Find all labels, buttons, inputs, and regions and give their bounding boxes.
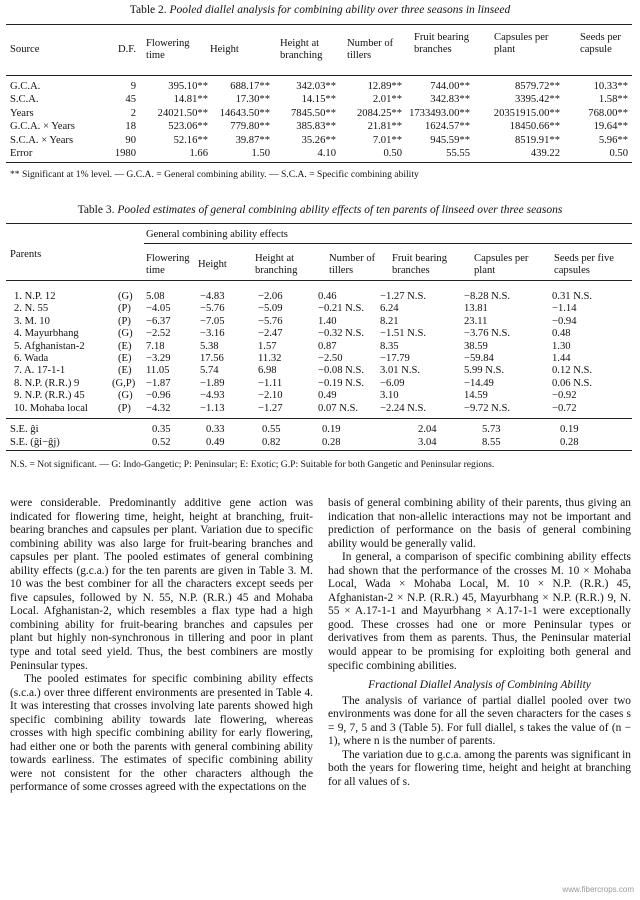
- table3-caption: [0, 204, 640, 216]
- t3-cell: −4.83: [200, 291, 225, 302]
- section-heading: Fractional Diallel Analysis of Combining Ability: [368, 679, 591, 692]
- t3-parent-name: 4. Mayurbhang: [14, 328, 79, 340]
- t2-head-capsules: Capsules per plant: [494, 32, 549, 55]
- t3-cell: −1.11: [258, 377, 283, 389]
- t2-cell: 7845.50**: [290, 107, 336, 119]
- t3-cell: 0.07 N.S.: [318, 402, 359, 414]
- t2-cell: 945.59**: [430, 134, 470, 146]
- t2-row-label: S.C.A.: [10, 94, 39, 106]
- t3-cell: 0.46: [318, 291, 337, 302]
- t3-parent-name: 8. N.P. (R.R.) 9: [14, 377, 80, 389]
- t2-cell: 2.01**: [372, 94, 402, 106]
- t2-cell: 45: [125, 94, 136, 106]
- t2-cell: 1624.57**: [424, 121, 470, 133]
- t2-cell: 21.81**: [367, 121, 402, 133]
- table3-group-header: General combining ability effects: [146, 229, 288, 240]
- t3-cell: 38.59: [464, 340, 488, 352]
- t2-cell: 90: [125, 134, 136, 146]
- t2-head-tillers: Number of tillers: [347, 38, 394, 61]
- t3-cell: 3.01 N.S.: [380, 365, 421, 377]
- t3-cell: −0.96: [146, 390, 171, 402]
- t3-cell: −0.72: [552, 402, 577, 414]
- t3-cell: −6.37: [146, 315, 171, 327]
- t3-cell: −59.84: [464, 353, 494, 364]
- t3-se-cell: 8.55: [482, 436, 501, 448]
- table2-top-rule: [6, 24, 632, 25]
- right-paragraph-3: The analysis of variance of partial diallel pooled over two environments was done for all the seven characters for the cases s = 9, 7, 5 and 3 (Table 5). For full diallel, s takes the value of (n − 1), where n is the number of parents.: [328, 694, 631, 748]
- t2-cell: 39.87**: [235, 134, 270, 146]
- t3-cell: 0.87: [318, 340, 337, 352]
- table2-bottom-rule: [6, 162, 632, 163]
- t3-cell: 23.11: [464, 315, 488, 327]
- t3-parent-name: 3. M. 10: [14, 315, 50, 327]
- t3-cell: 8.21: [380, 315, 399, 327]
- t2-cell: 0.50: [383, 148, 402, 159]
- t3-se-cell: 0.82: [262, 436, 281, 448]
- t2-cell: 35.26**: [301, 134, 336, 146]
- table2-header-rule: [6, 75, 632, 76]
- t3-se-cell: 0.35: [152, 424, 171, 435]
- t3-parent-name: 5. Afghanistan-2: [14, 340, 85, 352]
- t2-cell: 744.00**: [430, 81, 470, 92]
- t3-cell: 5.99 N.S.: [464, 365, 505, 377]
- right-paragraph-4: The variation due to g.c.a. among the parents was significant in both the years for flowering time, height and height at branching for all values of s.: [328, 748, 631, 788]
- t3-head-height: Height: [198, 259, 227, 270]
- t3-cell: 5.08: [146, 291, 165, 302]
- t3-cell: −2.06: [258, 291, 283, 302]
- t3-parent-origin: (G): [118, 390, 133, 402]
- watermark: www.fibercrops.com: [562, 885, 634, 894]
- t2-cell: 52.16**: [173, 134, 208, 146]
- t2-cell: 7.01**: [372, 134, 402, 146]
- t3-cell: 8.35: [380, 340, 399, 352]
- t3-cell: 0.06 N.S.: [552, 377, 593, 389]
- t3-cell: 5.74: [200, 365, 219, 377]
- t3-parent-name: 2. N. 55: [14, 303, 49, 315]
- right-paragraph-2: In general, a comparison of specific combining ability effects had shown that the performance of the crosses M. 10 × Mohaba Local, Wada × Mohaba Local, M. 10 × N.P. (R.R.) 45, Afghanistan-2 × N.P. (R.R.) 45, Mayurbhang × N.P. (R.R.) 9, N. 55 × A.17-1-1 and Mayurbhang × A.17-1-1 were exceptionally good. These crosses had one or more Peninsular types or derivatives from them as parents. Thus, the Peninsular material would appear to be promising for exploiting both general and specific combining abilities.: [328, 551, 631, 672]
- body-right-column: [328, 497, 631, 789]
- t2-cell: 4.10: [317, 148, 336, 159]
- t3-se-cell: 0.19: [560, 424, 579, 435]
- t2-cell: 5.96**: [598, 134, 628, 146]
- t3-cell: −5.76: [258, 315, 283, 327]
- t3-cell: 0.12 N.S.: [552, 365, 593, 377]
- left-paragraph-2: The pooled estimates for specific combining ability effects (s.c.a.) over three different environments are presented in Table 4. It was interesting that crosses involving late parents showed high specific combining ability towards late flowering, whereas crosses with high specific combining ability for early flowering, had either one or both the parents with general combining ability towards earliness. The estimates of specific combining ability were not consistent for the other characters although the performance of some crosses agreed with the expectations on the: [10, 673, 313, 794]
- t2-head-seeds: Seeds per capsule: [580, 32, 621, 55]
- t2-cell: 55.55: [446, 148, 470, 159]
- t2-row-label: Error: [10, 148, 33, 159]
- left-paragraph-1: were considerable. Predominantly additive gene action was indicated for flowering time, height, height at branching, fruit-bearing branches and capsules per plant. Variation due to specific combining ability was also large for fruit-bearing branches and capsules per plant. The pooled estimates of general combining ability effects (g.c.a.) for the ten parents are given in Table 3. M. 10 was the best combiner for all the characters except seeds per five capsules, followed by N. 55, N.P. (R.R.) 45 and Mohaba Local. Afghanistan-2, which resembles a flax type had a high combining ability for fruit-bearing branches and capsules per plant but highly non-synchronous in tillering and poor in plant type and total seed yield. Thus, the best combiners are mostly Peninsular types.: [10, 497, 313, 672]
- t3-cell: 1.57: [258, 340, 277, 352]
- t3-se-cell: 0.33: [206, 424, 225, 435]
- t3-cell: 5.38: [200, 340, 219, 352]
- table3-footnote: N.S. = Not significant. — G: Indo-Gangetic; P: Peninsular; E: Exotic; G.P: Suitable for both Gangetic and Peninsular regions.: [10, 459, 495, 470]
- t2-row-label: G.C.A. × Years: [10, 121, 75, 133]
- t2-cell: 385.83**: [296, 121, 336, 133]
- t3-cell: −2.24 N.S.: [380, 402, 427, 414]
- t3-cell: 6.24: [380, 303, 399, 315]
- table3-label: Table 3.: [77, 204, 115, 216]
- t2-head-df: D.F.: [118, 44, 136, 55]
- t2-cell: 523.06**: [168, 121, 208, 133]
- t3-cell: −17.79: [380, 353, 410, 364]
- t2-cell: 2: [130, 107, 136, 119]
- t3-cell: −5.09: [258, 303, 283, 315]
- t3-parent-origin: (G): [118, 291, 133, 302]
- t3-cell: −0.92: [552, 390, 577, 402]
- t2-cell: 17.30**: [235, 94, 270, 106]
- t2-cell: 3395.42**: [514, 94, 560, 106]
- table3-title: Pooled estimates of general combining ability effects of ten parents of linseed over three seasons: [117, 204, 563, 216]
- t3-cell: −1.14: [552, 303, 577, 315]
- t3-cell: −1.27 N.S.: [380, 291, 427, 302]
- t2-cell: 18450.66**: [509, 121, 560, 133]
- t2-cell: 439.22: [530, 148, 560, 159]
- t3-cell: −2.47: [258, 328, 283, 340]
- t3-head-seeds: Seeds per five capsules: [554, 253, 615, 276]
- t3-cell: −2.52: [146, 328, 171, 340]
- table3-se-rule: [6, 418, 632, 419]
- t3-se-cell: 0.19: [322, 424, 341, 435]
- t2-cell: 14.81**: [173, 94, 208, 106]
- t3-cell: 14.59: [464, 390, 488, 402]
- t2-cell: 18: [125, 121, 136, 133]
- t3-cell: −5.76: [200, 303, 225, 315]
- t3-cell: −0.08 N.S.: [318, 365, 365, 377]
- t3-parent-name: 1. N.P. 12: [14, 291, 56, 302]
- t3-cell: −9.72 N.S.: [464, 402, 511, 414]
- t3-head-tillers: Number of tillers: [329, 253, 376, 276]
- t2-cell: 395.10**: [168, 81, 208, 92]
- t3-parent-name: 9. N.P. (R.R.) 45: [14, 390, 85, 402]
- t2-cell: 20351915.00**: [493, 107, 560, 119]
- table3-group-rule: [144, 243, 632, 244]
- t3-head-fruit: Fruit bearing branches: [392, 253, 448, 276]
- table2-label: Table 2.: [129, 4, 167, 16]
- t2-cell: 2084.25**: [356, 107, 402, 119]
- t3-se-label: S.E. ĝi: [10, 424, 39, 435]
- t2-cell: 8579.72**: [514, 81, 560, 92]
- t2-cell: 688.17**: [230, 81, 270, 92]
- right-paragraph-1: basis of general combining ability of their parents, thus giving an indication that non-allelic interactions may not be important and prediction of performance on the basis of general combining ability would be generally valid.: [328, 497, 631, 550]
- t3-parent-origin: (P): [118, 303, 131, 315]
- t3-cell: −1.87: [146, 377, 171, 389]
- t2-cell: 12.89**: [367, 81, 402, 92]
- t2-row-label: Years: [10, 107, 34, 119]
- body-left-column: [10, 497, 313, 795]
- t3-cell: −0.19 N.S.: [318, 377, 365, 389]
- t3-cell: −3.76 N.S.: [464, 328, 511, 340]
- t3-parent-name: 6. Wada: [14, 353, 49, 364]
- t2-cell: 342.83**: [430, 94, 470, 106]
- t3-cell: −1.13: [200, 402, 225, 414]
- t2-cell: 768.00**: [588, 107, 628, 119]
- t2-head-fruit: Fruit bearing branches: [414, 32, 470, 55]
- t3-parent-name: 10. Mohaba local: [14, 402, 88, 414]
- t3-cell: −1.27: [258, 402, 283, 414]
- t3-cell: −1.89: [200, 377, 225, 389]
- t3-se-cell: 0.55: [262, 424, 281, 435]
- table3-bottom-rule: [6, 450, 632, 451]
- t3-cell: 7.18: [146, 340, 165, 352]
- t3-head-flowering: Flowering time: [146, 253, 190, 276]
- t2-head-source: Source: [10, 44, 40, 55]
- t2-cell: 1.50: [251, 148, 270, 159]
- t2-cell: 24021.50**: [157, 107, 208, 119]
- table2-caption: [0, 4, 640, 16]
- t3-cell: −3.16: [200, 328, 225, 340]
- t3-cell: −3.29: [146, 353, 171, 364]
- t3-parent-origin: (G): [118, 328, 133, 340]
- t3-se-cell: 0.52: [152, 436, 171, 448]
- t3-cell: 6.98: [258, 365, 277, 377]
- t2-cell: 14643.50**: [219, 107, 270, 119]
- t3-cell: −4.93: [200, 390, 225, 402]
- t3-cell: −6.09: [380, 377, 405, 389]
- t2-cell: 0.50: [609, 148, 628, 159]
- t3-cell: 11.32: [258, 353, 282, 364]
- t2-row-label: S.C.A. × Years: [10, 134, 74, 146]
- t3-cell: −14.49: [464, 377, 494, 389]
- table3-header-rule: [6, 280, 632, 281]
- t2-cell: 10.33**: [593, 81, 628, 92]
- t3-cell: 1.44: [552, 353, 571, 364]
- t2-cell: 8519.91**: [514, 134, 560, 146]
- t2-cell: 1.66: [189, 148, 208, 159]
- t2-cell: 779.80**: [230, 121, 270, 133]
- t3-cell: 17.56: [200, 353, 224, 364]
- t2-head-height-branching: Height at branching: [280, 38, 323, 61]
- t3-cell: 3.10: [380, 390, 399, 402]
- t3-cell: 0.49: [318, 390, 337, 402]
- t3-cell: −7.05: [200, 315, 225, 327]
- t2-cell: 14.15**: [301, 94, 336, 106]
- t3-cell: 1.40: [318, 315, 337, 327]
- t3-head-capsules: Capsules per plant: [474, 253, 529, 276]
- t3-parent-origin: (E): [118, 353, 132, 364]
- t3-cell: −1.51 N.S.: [380, 328, 427, 340]
- t2-head-height: Height: [210, 44, 239, 55]
- t3-cell: −4.32: [146, 402, 171, 414]
- t2-cell: 9: [130, 81, 136, 92]
- t3-cell: −2.10: [258, 390, 283, 402]
- t3-se-cell: 5.73: [482, 424, 501, 435]
- t3-parent-origin: (G,P): [112, 377, 136, 389]
- t3-cell: 13.81: [464, 303, 488, 315]
- t2-cell: 342.03**: [296, 81, 336, 92]
- t3-se-cell: 0.49: [206, 436, 225, 448]
- t3-head-parents: Parents: [10, 249, 42, 260]
- t2-head-flowering: Flowering time: [146, 38, 190, 61]
- t3-parent-origin: (E): [118, 365, 132, 377]
- table2-footnote: ** Significant at 1% level. — G.C.A. = General combining ability. — S.C.A. = Specific combining ability: [10, 169, 419, 180]
- t3-parent-name: 7. A. 17-1-1: [14, 365, 66, 377]
- t3-cell: 0.31 N.S.: [552, 291, 593, 302]
- t3-se-cell: 0.28: [560, 436, 579, 448]
- t3-cell: −2.50: [318, 353, 343, 364]
- table2-title: Pooled diallel analysis for combining ability over three seasons in linseed: [169, 4, 511, 16]
- t3-cell: −0.21 N.S.: [318, 303, 365, 315]
- t3-head-height-branching: Height at branching: [255, 253, 298, 276]
- t2-cell: 19.64**: [593, 121, 628, 133]
- t3-cell: 0.48: [552, 328, 571, 340]
- table3-top-rule: [6, 223, 632, 224]
- t3-parent-origin: (P): [118, 315, 131, 327]
- t3-cell: 11.05: [146, 365, 170, 377]
- t3-cell: −8.28 N.S.: [464, 291, 511, 302]
- t3-cell: −0.32 N.S.: [318, 328, 365, 340]
- t3-se-cell: 2.04: [418, 424, 437, 435]
- t3-cell: −0.94: [552, 315, 577, 327]
- t2-cell: 1.58**: [598, 94, 628, 106]
- t3-cell: −4.05: [146, 303, 171, 315]
- t2-cell: 1733493.00**: [409, 107, 470, 119]
- t3-se-cell: 3.04: [418, 436, 437, 448]
- t3-se-cell: 0.28: [322, 436, 341, 448]
- t3-se-label: S.E. (ĝi−ĝj): [10, 436, 60, 448]
- t2-cell: 1980: [114, 148, 136, 159]
- t3-parent-origin: (P): [118, 402, 131, 414]
- t2-row-label: G.C.A.: [10, 81, 41, 92]
- t3-cell: 1.30: [552, 340, 571, 352]
- t3-parent-origin: (E): [118, 340, 132, 352]
